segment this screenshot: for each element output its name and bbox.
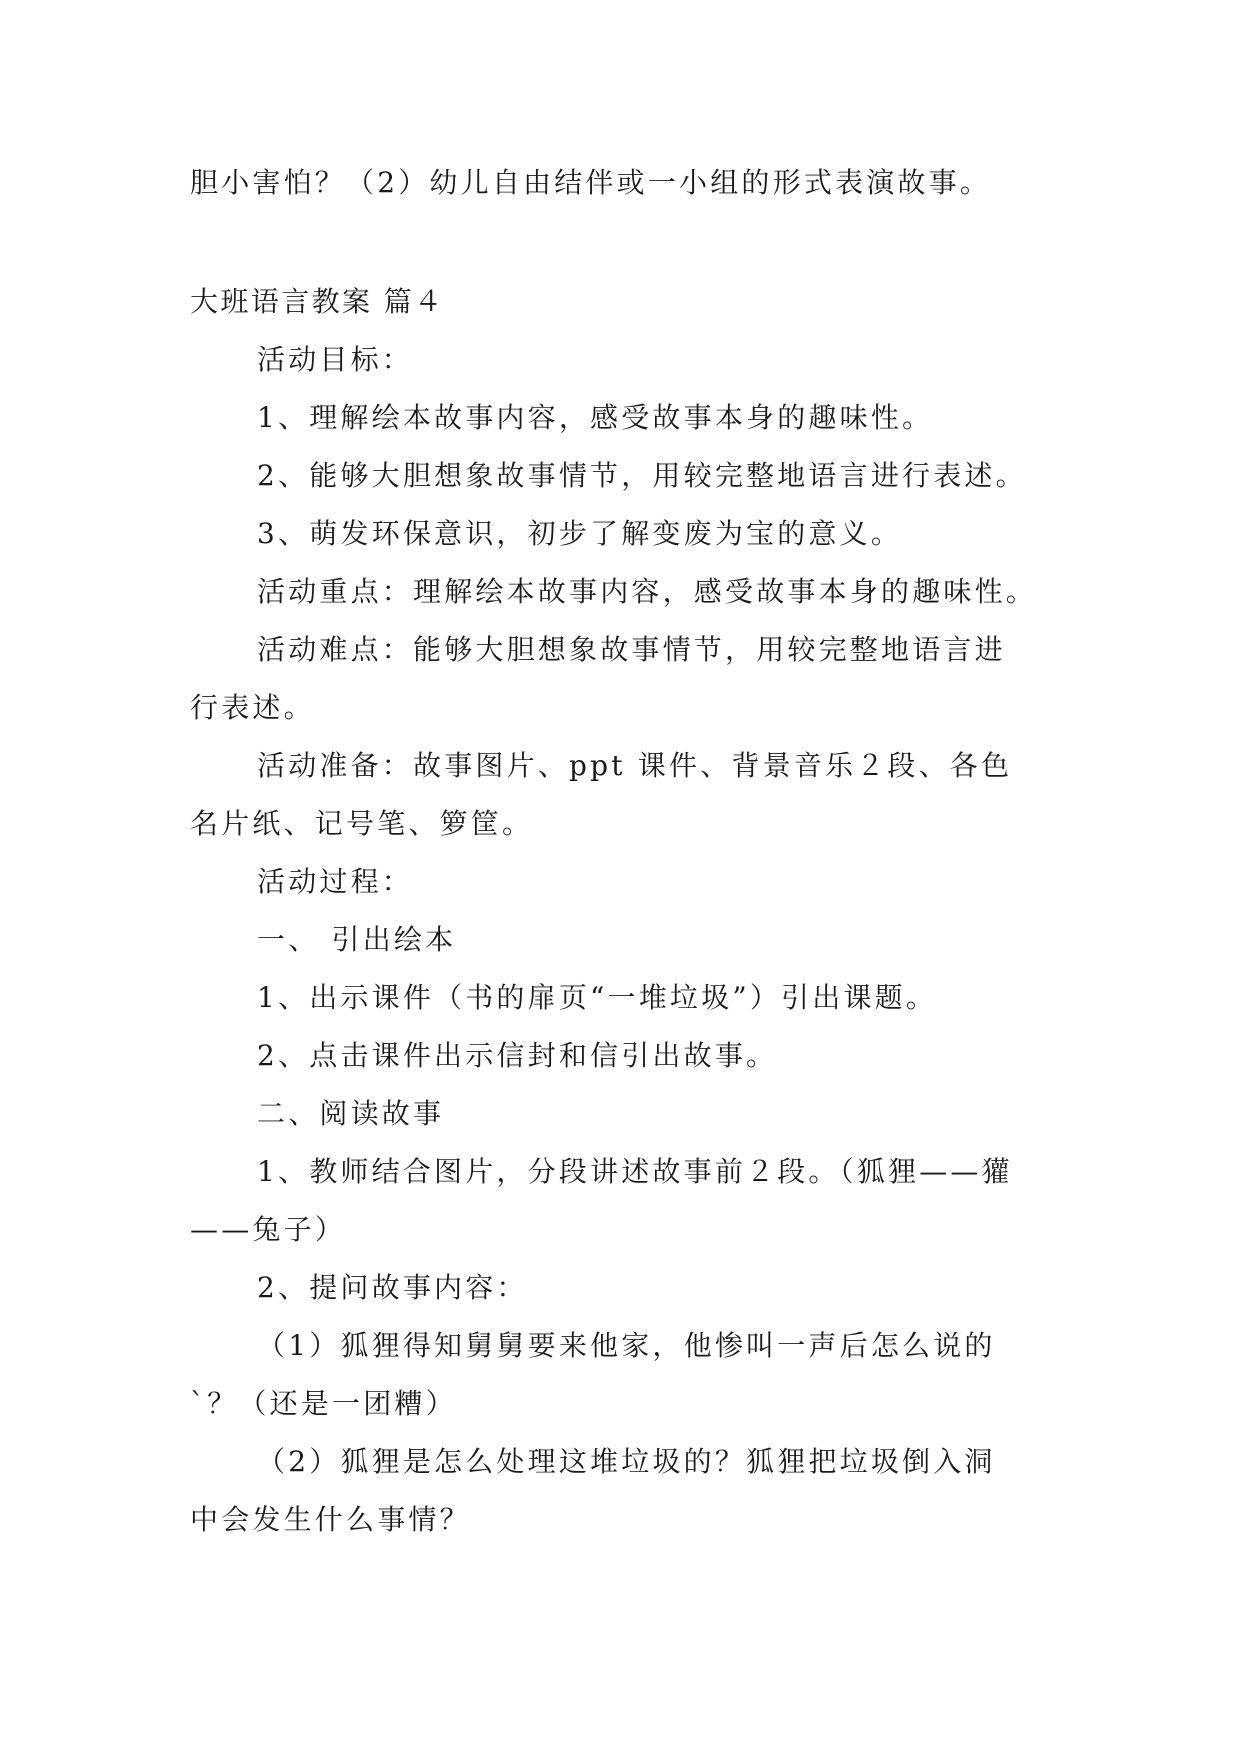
question-line: `？（还是一团糟） <box>190 1387 457 1420</box>
continuation-text: 胆小害怕？（2）幼儿自由结伴或一小组的形式表演故事。 <box>190 166 992 199</box>
difficulty-line: 行表述。 <box>190 691 315 724</box>
key-point: 活动重点：理解绘本故事内容，感受故事本身的趣味性。 <box>257 575 1038 608</box>
step-heading: 一、 引出绘本 <box>257 923 457 956</box>
step-item: ——兔子） <box>190 1213 347 1246</box>
question-line: 中会发生什么事情？ <box>190 1503 471 1536</box>
preparation-line: 名片纸、记号笔、箩筐。 <box>190 807 534 840</box>
question-line: （2）狐狸是怎么处理这堆垃圾的？狐狸把垃圾倒入洞 <box>257 1445 996 1478</box>
section-title: 大班语言教案 篇４ <box>190 285 445 318</box>
step-heading: 二、阅读故事 <box>257 1097 445 1130</box>
step-item: 2、点击课件出示信封和信引出故事。 <box>257 1039 778 1072</box>
step-item: 2、提问故事内容： <box>257 1271 528 1304</box>
step-item: 1、出示课件（书的扉页“一堆垃圾”）引出课题。 <box>257 981 938 1014</box>
objective-item: 3、萌发环保意识，初步了解变废为宝的意义。 <box>257 517 903 550</box>
step-item: 1、教师结合图片，分段讲述故事前２段。（狐狸——獾 <box>257 1155 1013 1188</box>
objective-item: 2、能够大胆想象故事情节，用较完整地语言进行表述。 <box>257 459 1027 492</box>
objectives-heading: 活动目标： <box>257 343 414 376</box>
objective-item: 1、理解绘本故事内容，感受故事本身的趣味性。 <box>257 401 934 434</box>
preparation-line: 活动准备：故事图片、ppt 课件、背景音乐２段、各色 <box>257 749 1013 782</box>
process-heading: 活动过程： <box>257 865 414 898</box>
question-line: （1）狐狸得知舅舅要来他家，他惨叫一声后怎么说的 <box>257 1329 996 1362</box>
difficulty-line: 活动难点：能够大胆想象故事情节，用较完整地语言进 <box>257 633 1006 666</box>
